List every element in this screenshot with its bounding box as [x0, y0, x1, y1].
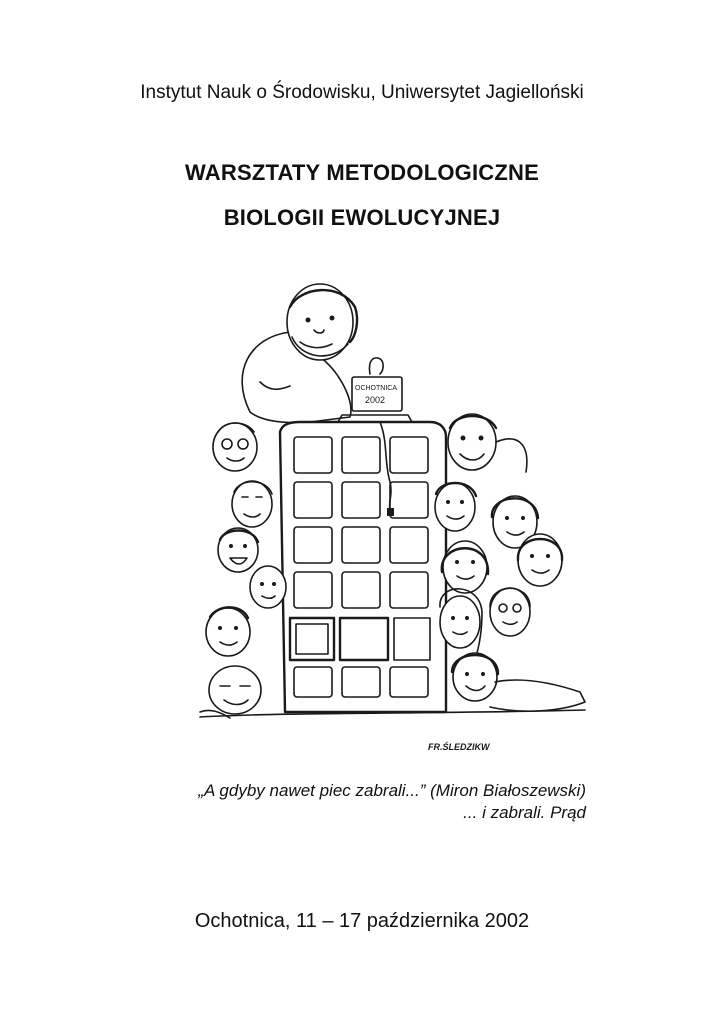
face-left-5 — [206, 607, 250, 656]
face-left-3 — [218, 528, 258, 572]
face-right-1 — [448, 414, 527, 472]
face-right-2 — [435, 483, 476, 531]
title-line-1: WARSZTATY METODOLOGICZNE — [185, 160, 539, 185]
face-left-2 — [232, 481, 272, 527]
place-and-date: Ochotnica, 11 – 17 października 2002 — [194, 910, 530, 932]
quote-block — [100, 780, 586, 824]
laptop-text-2: 2002 — [365, 395, 386, 405]
cartoon-illustration — [190, 282, 590, 762]
laptop-drawing — [338, 358, 412, 422]
laptop-text-1: OCHOTNICA — [355, 385, 397, 392]
quote-line-2: ... i zabrali. Prąd — [463, 803, 586, 822]
artist-signature: FR.ŚLEDZIKW — [428, 742, 490, 752]
face-right-5 — [518, 534, 562, 586]
face-left-4 — [250, 566, 286, 608]
institute-heading: Instytut Nauk o Środowisku, Uniwersytet Jagielloński — [140, 82, 584, 103]
bearded-man-head — [287, 284, 357, 360]
quote-line-1: „A gdyby nawet piec zabrali...” (Miron Białoszewski) — [198, 781, 586, 800]
face-right-4 — [442, 541, 488, 593]
face-left-6 — [200, 666, 261, 718]
face-left-1 — [213, 423, 257, 471]
title-line-2: BIOLOGII EWOLUCYJNEJ — [223, 205, 501, 230]
face-right-7 — [490, 588, 530, 636]
tiled-stove — [280, 422, 446, 712]
stove-with-people-drawing — [190, 282, 590, 762]
face-right-8 — [452, 653, 585, 711]
